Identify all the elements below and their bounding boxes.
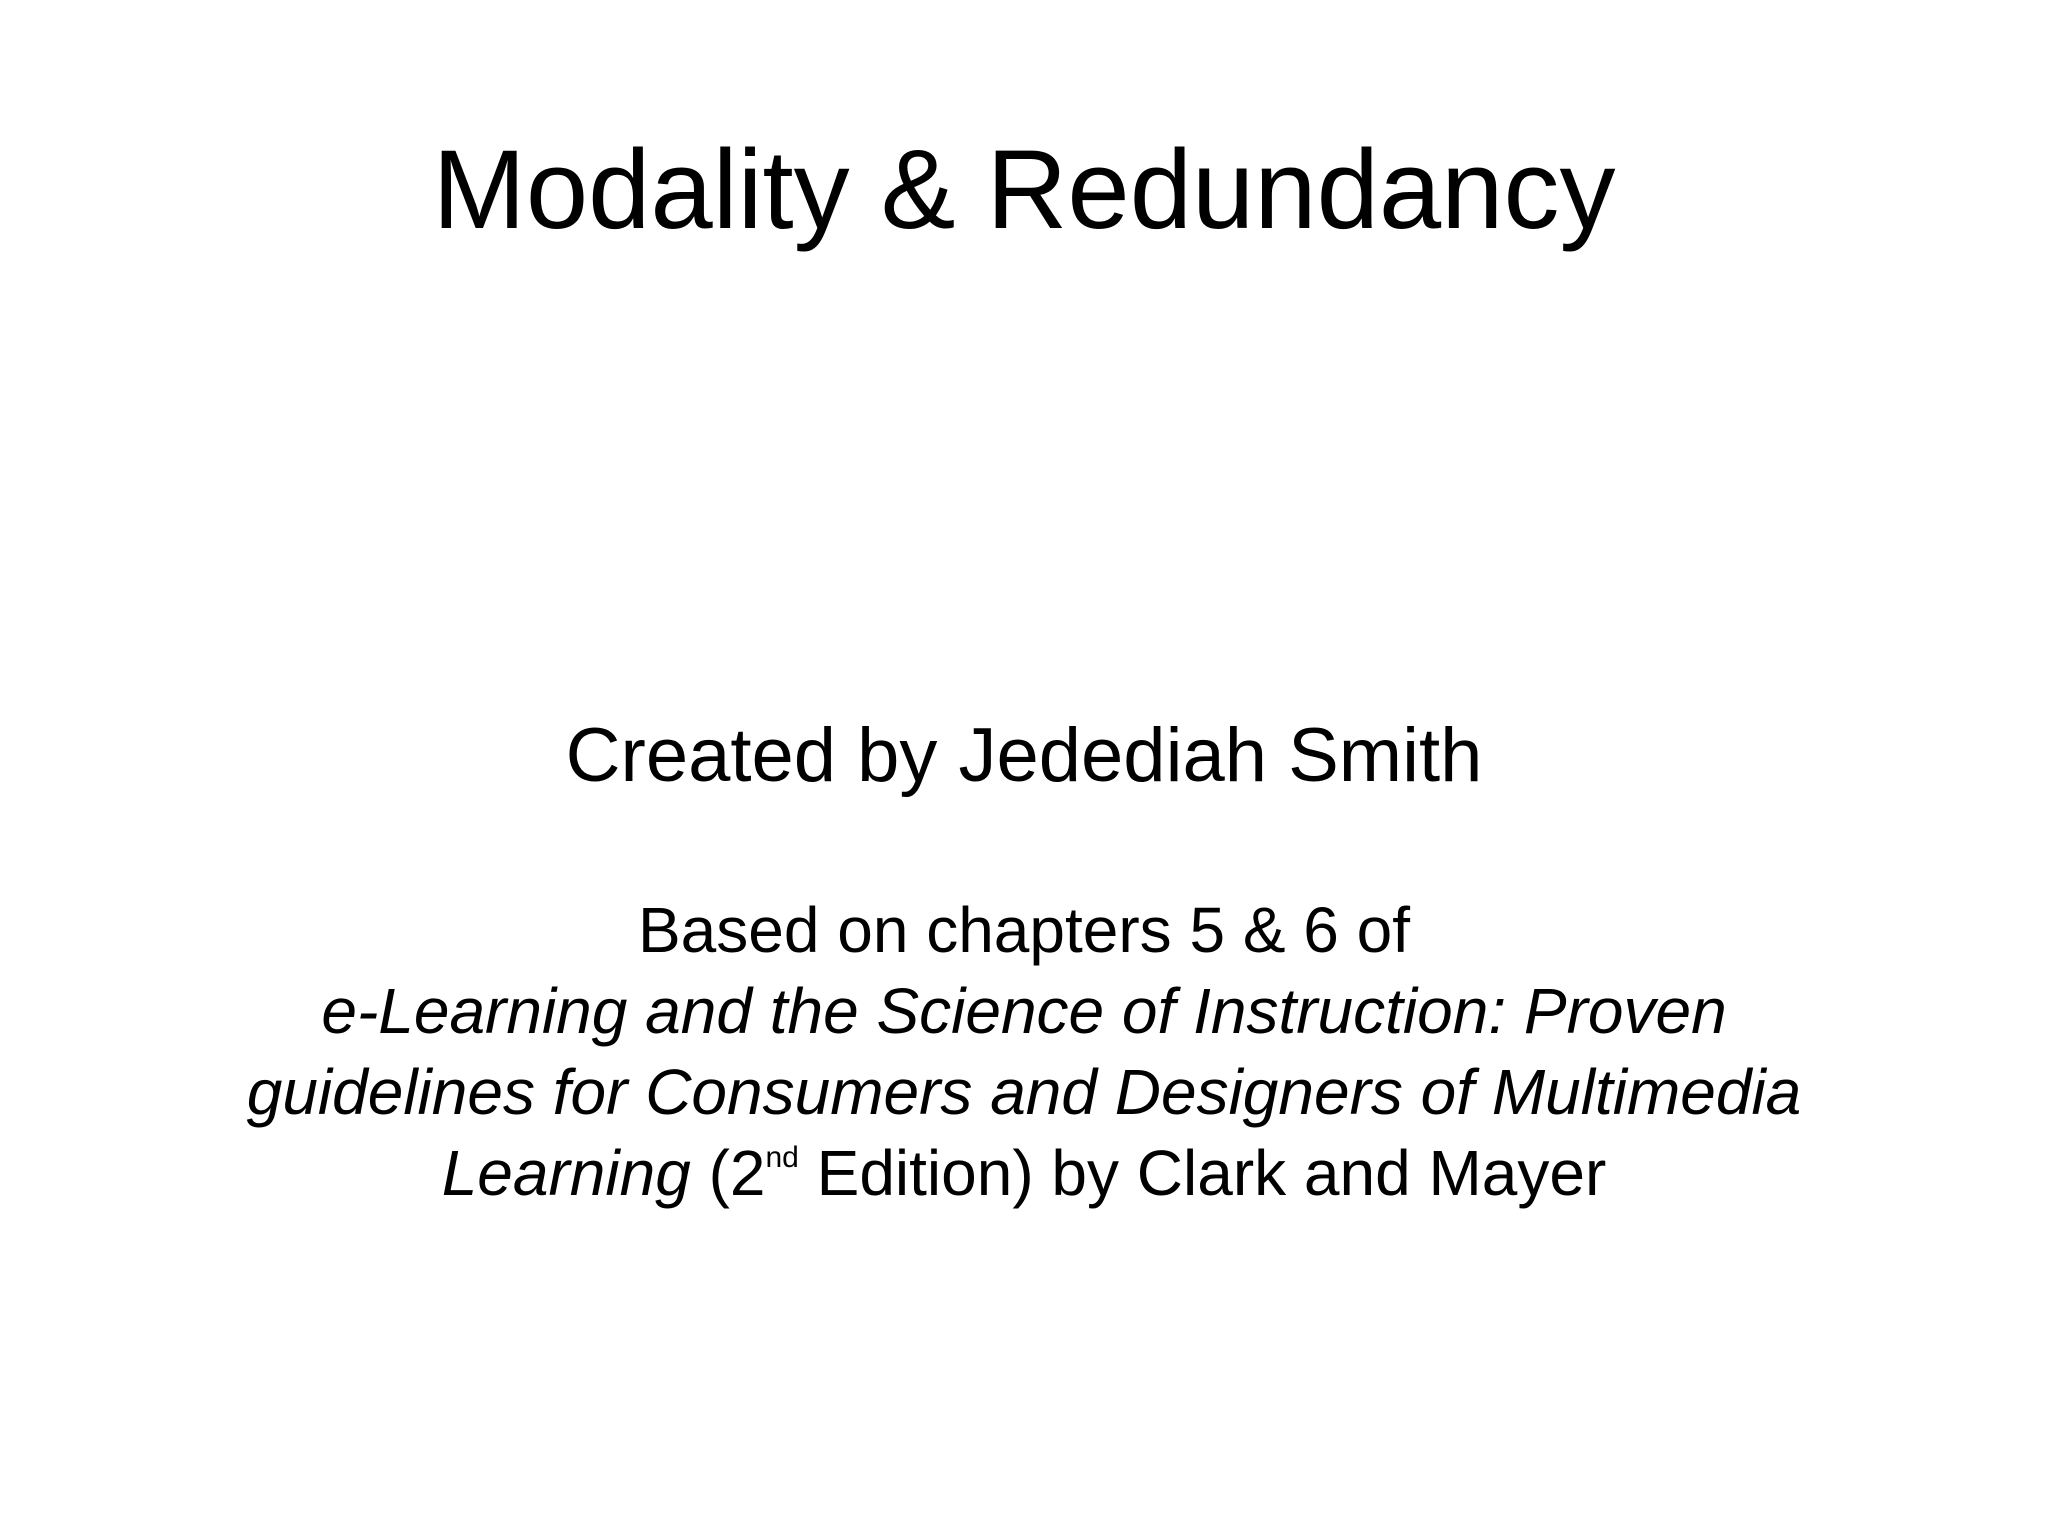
book-title-text-2: guidelines for Consumers and Designers of Multimedia [246, 1056, 1802, 1128]
book-title-text-1: e-Learning and the Science of Instruction: Proven [321, 975, 1727, 1047]
edition-superscript: nd [765, 1141, 799, 1174]
source-citation [0, 890, 2048, 1214]
book-title-line-3 [0, 1133, 2048, 1214]
edition-rest: Edition) by Clark and Mayer [798, 1137, 1607, 1209]
edition-open: (2 [690, 1137, 766, 1209]
book-title-text-3: Learning [441, 1137, 691, 1209]
author-credit: Created by Jedediah Smith [565, 713, 1483, 798]
slide-title: Modality & Redundancy [432, 127, 1616, 252]
book-title-line-2 [0, 1052, 2048, 1133]
source-intro: Based on chapters 5 & 6 of [637, 894, 1411, 966]
book-title-line-1 [0, 971, 2048, 1052]
